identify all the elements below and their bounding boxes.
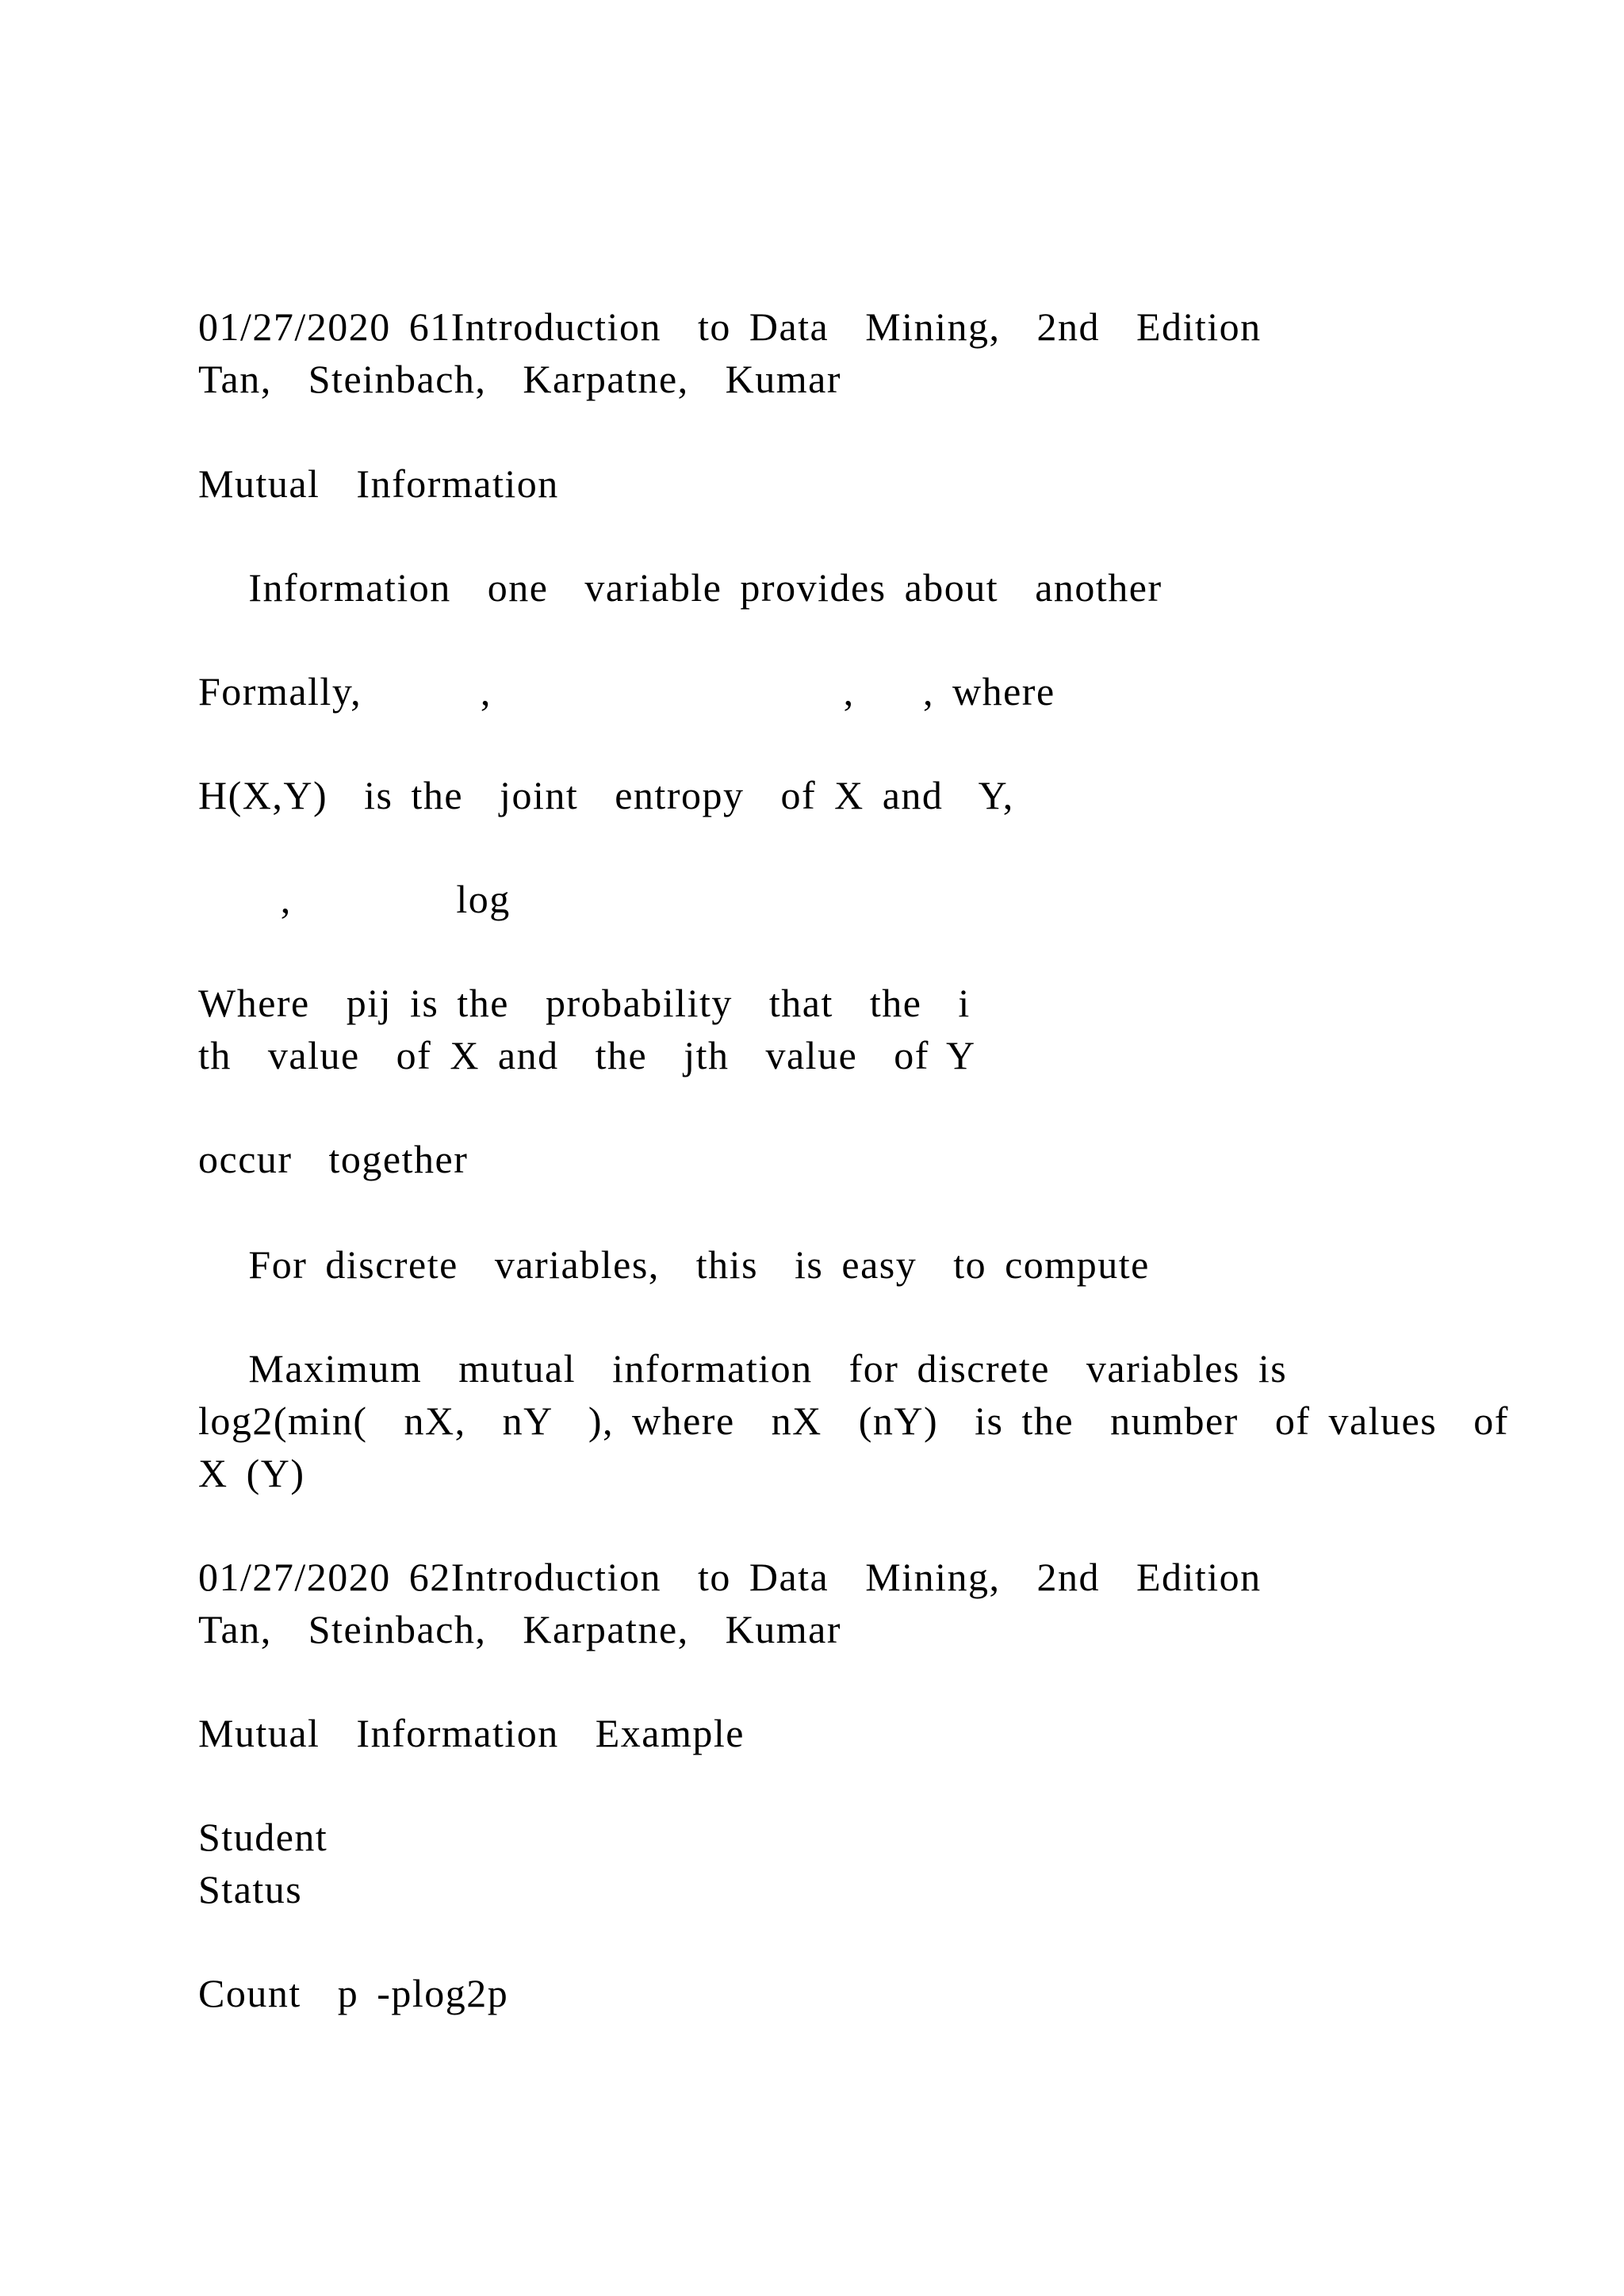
table-header-text: Status	[198, 1867, 303, 1911]
slide-title: Mutual Information	[198, 461, 559, 506]
body-text: Where pij is the probability that the i	[198, 981, 971, 1025]
formula-text: Formally, , , , where	[198, 669, 917, 714]
body-text: occur together	[198, 1137, 469, 1181]
slide-header-authors: Tan, Steinbach, Karpatne, Kumar	[198, 1607, 841, 1651]
body-text: log2(min( nX, nY ), where nX (nY) is the number of values of	[198, 1399, 1509, 1443]
table-header-text: Count p -plog2p	[198, 1971, 509, 2015]
body-text: H(X,Y) is the joint entropy of X and Y,	[198, 773, 1014, 817]
bullet-text: For discrete variables, this is easy to compute	[198, 1242, 1136, 1287]
slide-header-authors: Tan, Steinbach, Karpatne, Kumar	[198, 357, 841, 401]
slide-header-date-page-title: 01/27/2020 62Introduction to Data Mining, 2nd Edition	[198, 1555, 1262, 1599]
slide-header-date-page-title: 01/27/2020 61Introduction to Data Mining, 2nd Edition	[198, 304, 1262, 349]
body-text: X (Y)	[198, 1451, 305, 1495]
formula-text: , log	[198, 877, 501, 921]
body-text: th value of X and the jth value of Y	[198, 1033, 976, 1077]
bullet-text: Maximum mutual information for discrete variables is	[198, 1346, 1274, 1391]
table-header-text: Student	[198, 1815, 328, 1859]
bullet-text: Information one variable provides about another	[198, 565, 1149, 610]
slide-title: Mutual Information Example	[198, 1711, 745, 1755]
